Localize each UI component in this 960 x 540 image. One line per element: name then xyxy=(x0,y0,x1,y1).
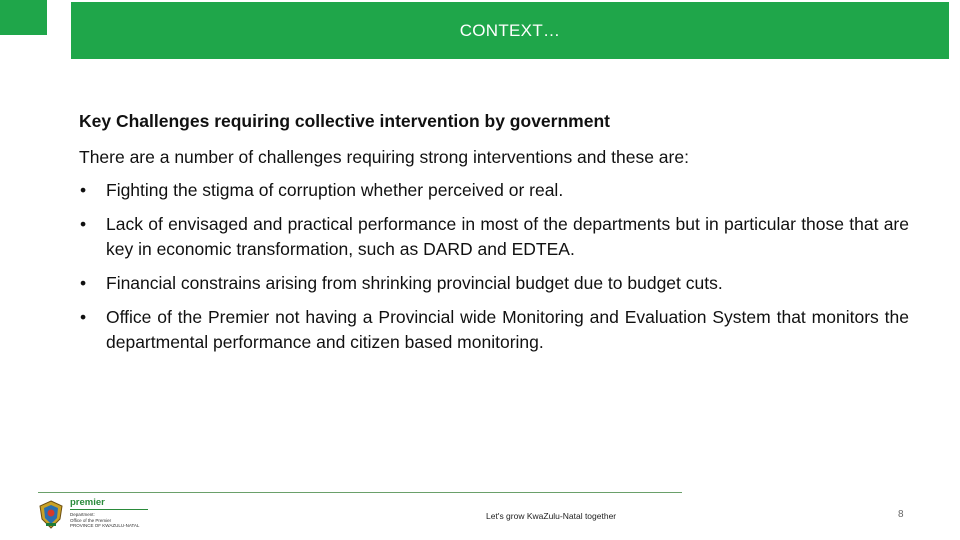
header-bar xyxy=(71,2,949,59)
footer-divider xyxy=(38,492,682,493)
logo-text xyxy=(70,497,158,529)
bullet-list xyxy=(79,178,909,355)
bullet-item xyxy=(79,271,909,296)
bullet-text: Office of the Premier not having a Provincial wide Monitoring and Evaluation System that monitors the departmental performance and citizen based monitoring. xyxy=(106,307,909,352)
bullet-item xyxy=(79,305,909,355)
slide-title: CONTEXT… xyxy=(459,20,561,40)
page-number: 8 xyxy=(898,509,904,520)
logo-department: Department: xyxy=(70,512,95,517)
logo-rule xyxy=(70,509,148,510)
slide-content xyxy=(79,108,909,364)
bullet-marker: • xyxy=(80,307,87,327)
premier-logo xyxy=(36,497,156,531)
bullet-marker: • xyxy=(80,214,87,234)
bullet-item xyxy=(79,178,909,203)
bullet-text: Fighting the stigma of corruption whether perceived or real. xyxy=(106,180,564,200)
bullet-marker: • xyxy=(80,273,87,293)
coat-of-arms-icon xyxy=(36,499,66,529)
logo-office: Office of the Premier xyxy=(70,517,112,523)
logo-title: premier xyxy=(70,497,105,508)
subheading: Key Challenges requiring collective intervention by government xyxy=(79,111,610,131)
bullet-marker: • xyxy=(80,180,87,200)
bullet-item xyxy=(79,212,909,262)
logo-province: PROVINCE OF KWAZULU-NATAL xyxy=(70,523,140,528)
footer-tagline: Let's grow KwaZulu-Natal together xyxy=(486,511,617,521)
corner-accent xyxy=(0,0,47,35)
bullet-text: Lack of envisaged and practical performance in most of the departments but in particular those that are key in economic transformation, such as DARD and EDTEA. xyxy=(106,214,909,259)
bullet-text: Financial constrains arising from shrinking provincial budget due to budget cuts. xyxy=(106,273,723,293)
intro-text: There are a number of challenges requiring strong interventions and these are: xyxy=(79,147,689,167)
